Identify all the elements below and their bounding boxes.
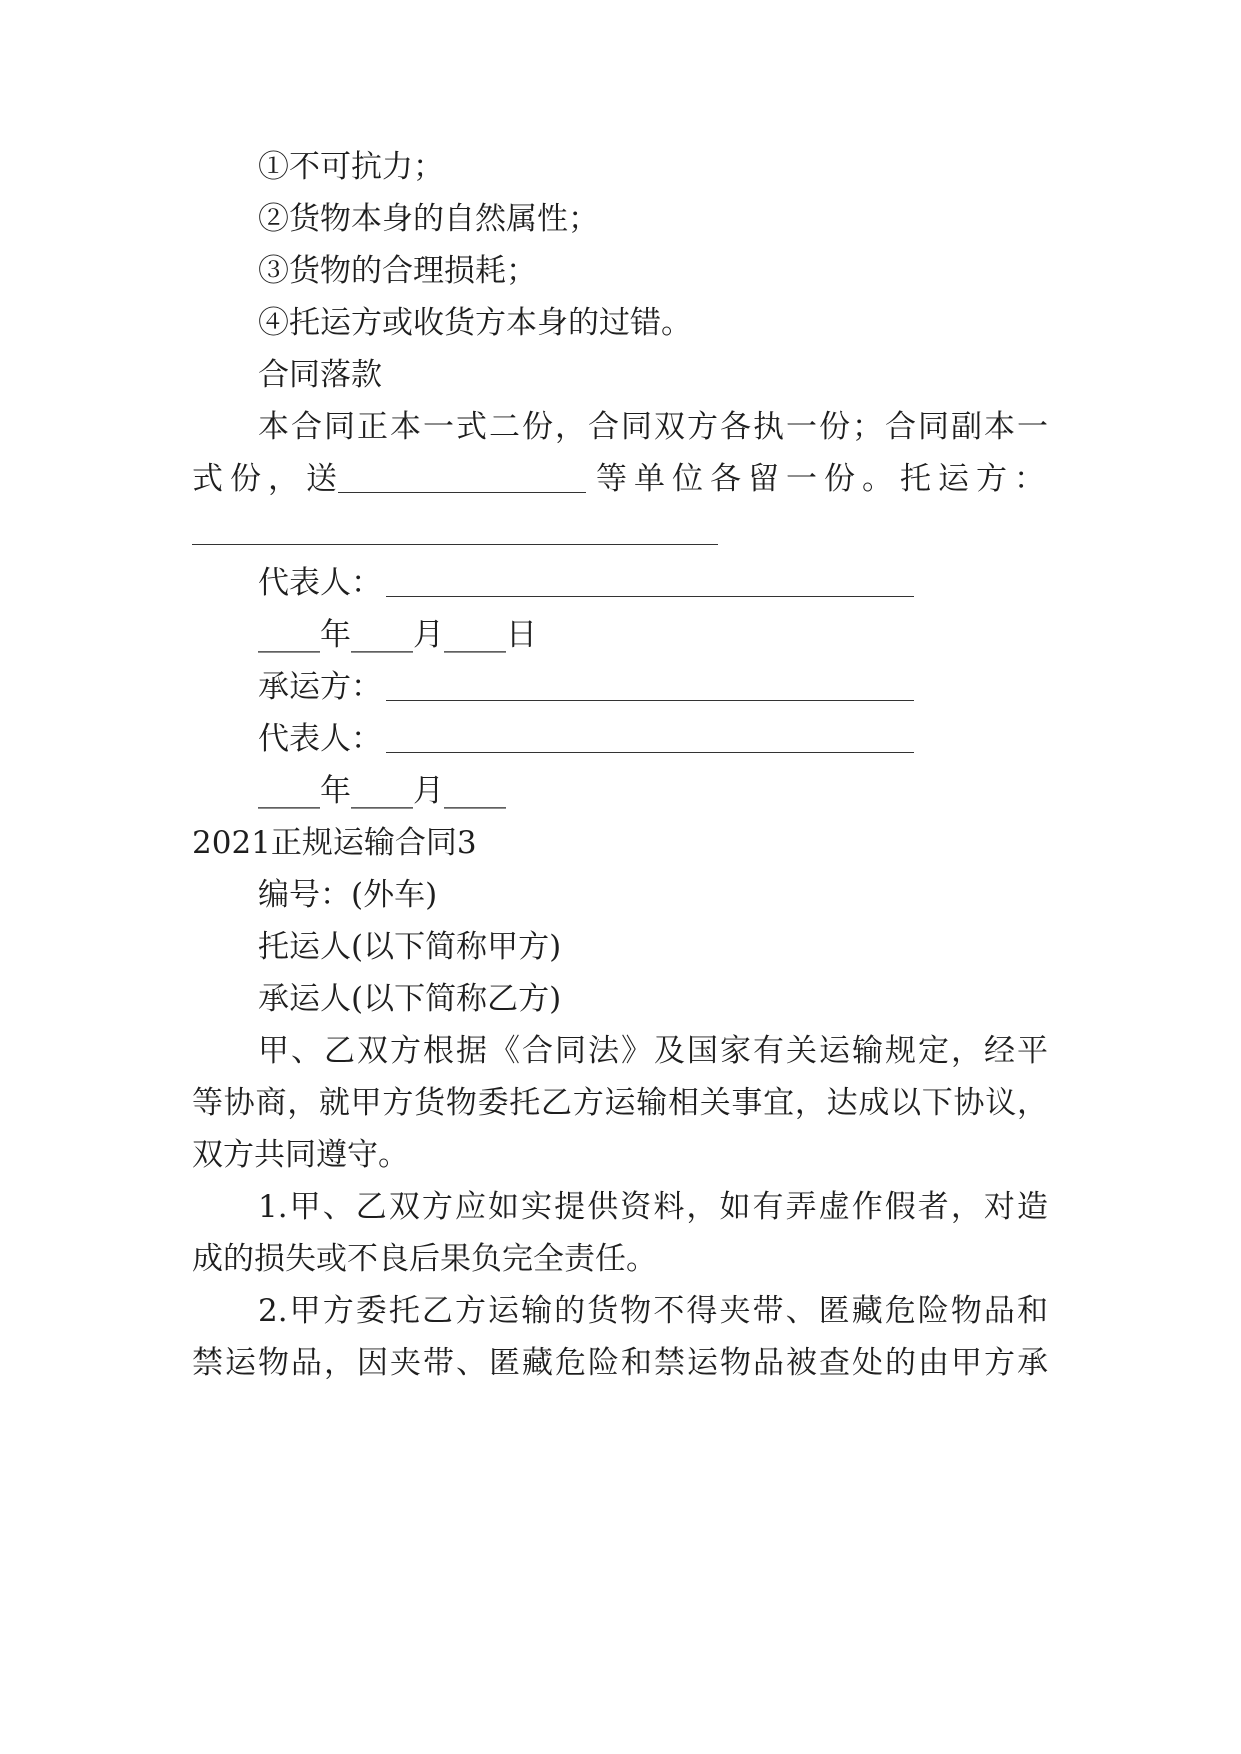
clause-line: 成的损失或不良后果负完全责任。 xyxy=(192,1241,657,1277)
copies-clause-text-b: 等单位各留一份。托运方： xyxy=(596,461,1052,497)
section-title: 2021正规运输合同3 xyxy=(192,825,477,861)
copies-clause-text-a: 式份，送 xyxy=(192,461,344,497)
clause-line: 禁运物品，因夹带、匿藏危险和禁运物品被查处的由甲方承 xyxy=(192,1345,1048,1381)
exemption-item: ④托运方或收货方本身的过错。 xyxy=(258,305,692,341)
clause-line: 2.甲方委托乙方运输的货物不得夹带、匿藏危险物品和 xyxy=(258,1293,1048,1329)
exemption-item: ③货物的合理损耗； xyxy=(258,253,537,289)
exemption-item: ①不可抗力； xyxy=(258,149,444,185)
carrier-underline xyxy=(386,700,914,701)
shipper-party: 托运人(以下简称甲方) xyxy=(258,929,562,965)
representative-underline xyxy=(386,596,914,597)
recipient-underline xyxy=(338,492,586,493)
preamble-line: 双方共同遵守。 xyxy=(192,1137,409,1173)
shipper-underline xyxy=(192,544,718,545)
preamble-line: 甲、乙双方根据《合同法》及国家有关运输规定，经平 xyxy=(258,1033,1048,1069)
signature-heading: 合同落款 xyxy=(258,357,382,393)
contract-number: 编号：(外车) xyxy=(258,877,438,913)
clause-line: 1.甲、乙双方应如实提供资料，如有弄虚作假者，对造 xyxy=(258,1189,1048,1225)
preamble-line: 等协商，就甲方货物委托乙方运输相关事宜，达成以下协议， xyxy=(192,1085,1048,1121)
exemption-item: ②货物本身的自然属性； xyxy=(258,201,599,237)
date-line: ____年____月____日 xyxy=(258,617,537,653)
representative-underline xyxy=(386,752,914,753)
representative-label: 代表人： xyxy=(258,721,382,757)
copies-clause-line: 本合同正本一式二份，合同双方各执一份；合同副本一 xyxy=(258,409,1048,445)
date-line: ____年____月____ xyxy=(258,773,506,809)
representative-label: 代表人： xyxy=(258,565,382,601)
carrier-party: 承运人(以下简称乙方) xyxy=(258,981,562,1017)
carrier-label: 承运方： xyxy=(258,669,382,705)
